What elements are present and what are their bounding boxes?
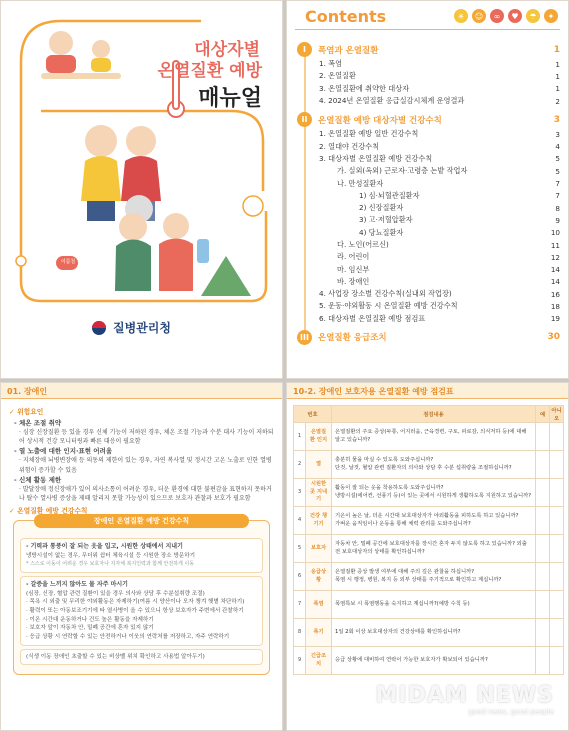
rule-card-2 xyxy=(20,576,263,646)
toc-item-text: 3. 대상자별 온열질환 예방 건강수칙 xyxy=(319,153,433,163)
toc-item[interactable] xyxy=(297,140,560,152)
toc-item-page: 11 xyxy=(550,240,560,250)
row-category: 온열질환 인지 xyxy=(306,423,332,451)
health-rules-box xyxy=(13,517,270,675)
rule-card-1-text: 냉방시설이 없는 경우, 무더위 쉼터 체육시설 등 시원한 장소 방문하기 xyxy=(26,552,196,559)
checklist-row xyxy=(294,535,564,563)
section-number-badge: II xyxy=(297,112,312,127)
toc-section-title: 폭염과 온열질환 xyxy=(318,45,379,56)
risk-factors-heading: ✓ 위험요인 xyxy=(9,408,44,416)
health-rules-box-title: 장애인 온열질환 예방 건강수칙 xyxy=(34,514,249,528)
rule-card-2-line5: · 보호자 앞이 자동차 안, 밀폐 공간에 혼자 있지 않기 xyxy=(26,625,154,632)
toc-item-text: 3. 온열질환에 취약한 대상자 xyxy=(319,83,410,93)
cover-badge: 여름철 xyxy=(60,259,76,265)
section-number-badge: I xyxy=(297,42,312,57)
row-number: 9 xyxy=(294,647,306,675)
toc-item-page: 2 xyxy=(555,96,560,106)
checklist-row xyxy=(294,563,564,591)
bulb-icon: ✦ xyxy=(544,9,558,23)
toc-item-page: 14 xyxy=(550,277,560,287)
row-number: 5 xyxy=(294,535,306,563)
toc-item[interactable] xyxy=(297,239,560,251)
checklist-row xyxy=(294,451,564,479)
toc-item[interactable] xyxy=(297,214,560,226)
toc-item-text: 1. 폭염 xyxy=(319,59,343,69)
watermark-brand: MIDAM NEWS xyxy=(375,683,554,708)
toc-item[interactable] xyxy=(297,190,560,202)
row-category: 보호자 xyxy=(306,535,332,563)
toc-item-text: 4) 당뇨질환자 xyxy=(359,227,404,237)
yes-checkbox[interactable] xyxy=(536,563,550,591)
row-check-text: 온열질환의 주요 증상(두통, 어지러움, 근육경련, 구토, 피로감, 의식저하 등)에 대해 알고 있습니까? xyxy=(332,423,536,451)
checklist-row xyxy=(294,423,564,451)
cover-title-line1: 대상자별 xyxy=(194,40,260,60)
toc-item-page: 10 xyxy=(550,228,560,238)
col-check: 점검내용 xyxy=(332,406,536,423)
col-yes: 예 xyxy=(536,406,550,423)
toc-item-text: 4. 사업장 장소별 건강수칙(실내외 작업장) xyxy=(319,289,452,299)
row-check-text: 활동이 잘 되는 옷을 착용하도록 도와주십니까? 냉방시설(에어컨, 선풍기 등)이 있는 곳에서 시원하게 생활하도록 지원하고 있습니까? xyxy=(332,479,536,507)
checklist-row xyxy=(294,507,564,535)
yes-checkbox[interactable] xyxy=(536,479,550,507)
row-number: 1 xyxy=(294,423,306,451)
rule-card-3-text: (식생 이동 장애인 초출할 수 있는 비상벨 위치 확인하고 사용법 알아두기) xyxy=(26,653,205,660)
yes-checkbox[interactable] xyxy=(536,507,550,535)
no-checkbox[interactable] xyxy=(550,479,564,507)
toc-item[interactable] xyxy=(297,128,560,140)
sub1-title: - 체온 조절 취약 xyxy=(14,418,62,427)
rule-card-1-note: * 스스로 이동이 어려운 경우 보호자나 지자체 복지인력과 함께 안전하게 이동 xyxy=(26,561,195,568)
row-check-text: 온열질환 증상 발생 여부에 대해 주의 깊은 관찰을 하십니까? 폭염 시 행정, 병원, 복지 등 외부 상태를 주기적으로 확인하고 계십니까? xyxy=(332,563,536,591)
toc-item-text: 1. 온열질환 예방 일반 건강수칙 xyxy=(319,129,419,139)
sub1-text: · 심장 신장질환 등 있을 경우 신체 기능이 저하된 경우, 체온 조절 기능과 수분 대사 기능이 저하되어 상시적 건강 모니터링과 빠른 대응이 필요함 xyxy=(19,428,274,445)
yes-checkbox[interactable] xyxy=(536,647,550,675)
toc-item[interactable] xyxy=(297,263,560,275)
yes-checkbox[interactable] xyxy=(536,535,550,563)
checklist-row xyxy=(294,591,564,619)
toc-item-text: 가. 실외(옥외) 근로자·고령층 논밭 작업자 xyxy=(337,166,468,176)
kdca-logo xyxy=(91,319,171,336)
page-header: 10-2. 장애인 보호자용 온열질환 예방 점검표 xyxy=(287,383,568,399)
col-no-answer: 아니오 xyxy=(550,406,564,423)
toc-section-title: 온열질환 응급조치 xyxy=(318,333,387,344)
row-number: 3 xyxy=(294,479,306,507)
toc-item-page: 18 xyxy=(550,301,560,311)
row-number: 2 xyxy=(294,451,306,479)
toc-section[interactable] xyxy=(297,41,560,58)
toc-item-page: 7 xyxy=(555,191,560,201)
toc-item[interactable] xyxy=(297,202,560,214)
toc-item-page: 4 xyxy=(555,142,560,152)
toc-item-page: 12 xyxy=(550,252,560,262)
rule-card-2-line1: (심장, 신장, 혈압 관련 질환이 있을 경우 의사와 상담 후 수분섭취량 조절) xyxy=(26,590,205,597)
toc-item[interactable] xyxy=(297,165,560,177)
row-category: 시원한 곳 지내기 xyxy=(306,479,332,507)
toc-section[interactable] xyxy=(297,329,560,346)
toc-item[interactable] xyxy=(297,70,560,82)
umbrella-icon: ☂ xyxy=(526,9,540,23)
disabled-guide-page xyxy=(0,382,283,731)
no-checkbox[interactable] xyxy=(550,535,564,563)
toc-item-text: 5. 운동·야외활동 시 온열질환 예방 건강수칙 xyxy=(319,301,458,311)
rule-card-1-title: - 기력과 통풍이 잘 되는 옷을 입고, 시원한 상태에서 지내기 xyxy=(26,543,183,551)
rule-card-2-line6: · 응급 상황 시 연락할 수 있는 안전하거나 이웃의 연락처를 저장하고, 자주 연락하기 xyxy=(26,634,230,641)
toc-item-text: 4. 2024년 온열질환 응급실감시체계 운영결과 xyxy=(319,96,465,106)
row-category: 폭기 xyxy=(306,619,332,647)
toc-item[interactable] xyxy=(297,288,560,300)
yes-checkbox[interactable] xyxy=(536,591,550,619)
row-check-text: 폭염특보 시 폭염행동을 숙지하고 계십니까?(예방 수칙 등) xyxy=(332,591,536,619)
checklist-row xyxy=(294,619,564,647)
rule-card-1 xyxy=(20,538,263,573)
row-number: 8 xyxy=(294,619,306,647)
rule-card-2-line3: · 활력이 또는 아동보조기기에 타 열사병이 올 수 있으니 항상 보호자가 주변에서 관찰하기 xyxy=(26,608,244,615)
toc-item-page: 5 xyxy=(555,154,560,164)
contents-title: Contents xyxy=(305,7,387,26)
toc-item-page: 3 xyxy=(555,129,560,139)
toc-item-page: 1 xyxy=(555,71,560,81)
row-number: 6 xyxy=(294,563,306,591)
toc-section[interactable] xyxy=(297,111,560,128)
contents-page xyxy=(286,0,569,379)
sub3-title: - 신체 활동 제한 xyxy=(14,475,62,484)
toc-section-page: 1 xyxy=(553,44,560,55)
sun-icon: ☀ xyxy=(454,9,468,23)
toc-item-text: 나. 만성질환자 xyxy=(337,178,384,188)
section-number-badge: III xyxy=(297,330,312,345)
row-category: 열 xyxy=(306,451,332,479)
rule-card-2-line2: · 목욕 시 외출 및 무리한 야외활동은 자제하기(여름 시 양산이나 모자 챙겨 햇볕 차단하기) xyxy=(26,599,245,606)
row-number: 4 xyxy=(294,507,306,535)
toc-section-page: 3 xyxy=(553,114,560,125)
no-checkbox[interactable] xyxy=(550,451,564,479)
toc-item-page: 16 xyxy=(550,289,560,299)
page-header: 01. 장애인 xyxy=(1,383,282,399)
cover-title-line3: 매뉴얼 xyxy=(198,86,262,111)
toc-item-page: 9 xyxy=(555,215,560,225)
health-rules-heading: ✓ 온열질환 예방 건강수칙 xyxy=(9,506,88,515)
toc-item[interactable] xyxy=(297,300,560,312)
rule-card-3 xyxy=(20,649,263,666)
toc-item-text: 라. 어린이 xyxy=(337,252,370,262)
toc-item-text: 3) 고·저혈압환자 xyxy=(359,215,413,225)
toc-item-text: 6. 대상자별 온열질환 예방 점검표 xyxy=(319,313,426,323)
no-checkbox[interactable] xyxy=(550,563,564,591)
toc-item[interactable] xyxy=(297,251,560,263)
no-checkbox[interactable] xyxy=(550,423,564,451)
toc-item[interactable] xyxy=(297,227,560,239)
row-category: 응급상황 xyxy=(306,563,332,591)
toc-item-text: 2. 온열질환 xyxy=(319,71,356,81)
toc-item-text: 1) 심·뇌혈관질환자 xyxy=(359,190,420,200)
no-checkbox[interactable] xyxy=(550,619,564,647)
row-check-text: 충분히 물을 마실 수 있도록 도와주십니까? 단것, 날것, 혈압 관련 질환자의 의사와 상담 후 수분 섭취량을 조절하십니까? xyxy=(332,451,536,479)
contents-rule xyxy=(295,29,560,30)
sub3-text: · 발달장애 정신장애가 있어 의사소통이 어려운 경우, 더운 환경에 대한 불편감을 표현하지 못하거나 탈수 열사병 증상을 제때 알리지 못할 가능성이 있으므로 보호자 관찰과 보호가 필요함 xyxy=(19,485,272,503)
row-check-text: 응급 상황에 대비하여 연락이 가능한 보호자가 확보되어 있습니까? xyxy=(332,647,536,675)
toc-item-page: 7 xyxy=(555,179,560,189)
toc-item-page: 1 xyxy=(555,84,560,94)
row-check-text: 기온이 높은 날, 더운 시간대 보호대상자가 야외활동을 피하도록 하고 있습니까? 가벼운 움직임이나 운동을 통해 체력 관리를 도와주십니까? xyxy=(332,507,536,535)
toc-item[interactable] xyxy=(297,313,560,325)
no-checkbox[interactable] xyxy=(550,591,564,619)
rule-card-2-line4: · 이온 시간대 운동하거나 건도 높은 활동을 자제하기 xyxy=(26,616,154,623)
glasses-icon: ∞ xyxy=(490,9,504,23)
rule-card-2-title: - 갈증을 느끼지 않아도 물 자주 마시기 xyxy=(26,581,128,589)
toc-item-text: 마. 임신부 xyxy=(337,264,370,274)
cover-page xyxy=(0,0,283,379)
watermark-tagline: good news, good people xyxy=(468,708,554,716)
contents-list xyxy=(297,39,560,346)
toc-item[interactable] xyxy=(297,95,560,107)
toc-item[interactable] xyxy=(297,177,560,189)
checklist-row xyxy=(294,479,564,507)
checklist-row xyxy=(294,647,564,675)
toc-section-page: 30 xyxy=(547,332,560,343)
org-name: 질병관리청 xyxy=(113,321,171,335)
health-rules-label: 온열질환 예방 건강수칙 xyxy=(17,506,88,515)
yes-checkbox[interactable] xyxy=(536,423,550,451)
watermark xyxy=(376,683,554,716)
toc-item-page: 5 xyxy=(555,166,560,176)
face-icon: ☺ xyxy=(472,9,486,23)
toc-section-title: 온열질환 예방 대상자별 건강수칙 xyxy=(318,115,442,126)
no-checkbox[interactable] xyxy=(550,647,564,675)
sub2-text: · 지체장애 뇌병변장애 등 의동의 제한이 있는 경우, 자연 복사열 및 정시간 고온 노출로 인한 열병 위험이 증가할 수 있음 xyxy=(19,457,272,474)
row-category: 건강 챙기기 xyxy=(306,507,332,535)
kdca-emblem-icon xyxy=(91,320,107,336)
checklist-table xyxy=(293,405,564,675)
toc-item-text: 다. 노인(어르신) xyxy=(337,240,389,249)
sub2-title: - 열 노출에 대한 인지·표현 어려움 xyxy=(14,447,113,456)
toc-item[interactable] xyxy=(297,153,560,165)
toc-item-page: 8 xyxy=(555,203,560,213)
toc-item-page: 1 xyxy=(555,59,560,69)
checklist-page xyxy=(286,382,569,731)
row-check-text: 1일 2회 이상 보호대상자의 건강상태를 확인하십니까? xyxy=(332,619,536,647)
row-check-text: 자동차 안, 밀폐 공간에 보호대상자를 장시간 혼자 두지 않도록 하고 있습니까? 외출 전 보호대상자의 상태를 확인하십니까? xyxy=(332,535,536,563)
row-number: 7 xyxy=(294,591,306,619)
toc-item-text: 2. 열대야 건강수칙 xyxy=(319,141,380,151)
col-no: 번호 xyxy=(294,406,332,423)
cover-title-line2: 온열질환 예방 xyxy=(157,61,262,81)
no-checkbox[interactable] xyxy=(550,507,564,535)
heart-icon: ♥ xyxy=(508,9,522,23)
contents-icons xyxy=(454,9,558,23)
yes-checkbox[interactable] xyxy=(536,451,550,479)
row-category: 폭염 xyxy=(306,591,332,619)
toc-item[interactable] xyxy=(297,83,560,95)
toc-item-text: 바. 장애인 xyxy=(337,276,370,286)
risk-factors-label: 위험요인 xyxy=(17,408,44,416)
toc-item-text: 2) 신장질환자 xyxy=(359,203,404,213)
yes-checkbox[interactable] xyxy=(536,619,550,647)
toc-item-page: 19 xyxy=(550,314,560,324)
toc-item-page: 14 xyxy=(550,265,560,275)
row-category: 긴급조치 xyxy=(306,647,332,675)
toc-item[interactable] xyxy=(297,58,560,70)
toc-item[interactable] xyxy=(297,276,560,288)
